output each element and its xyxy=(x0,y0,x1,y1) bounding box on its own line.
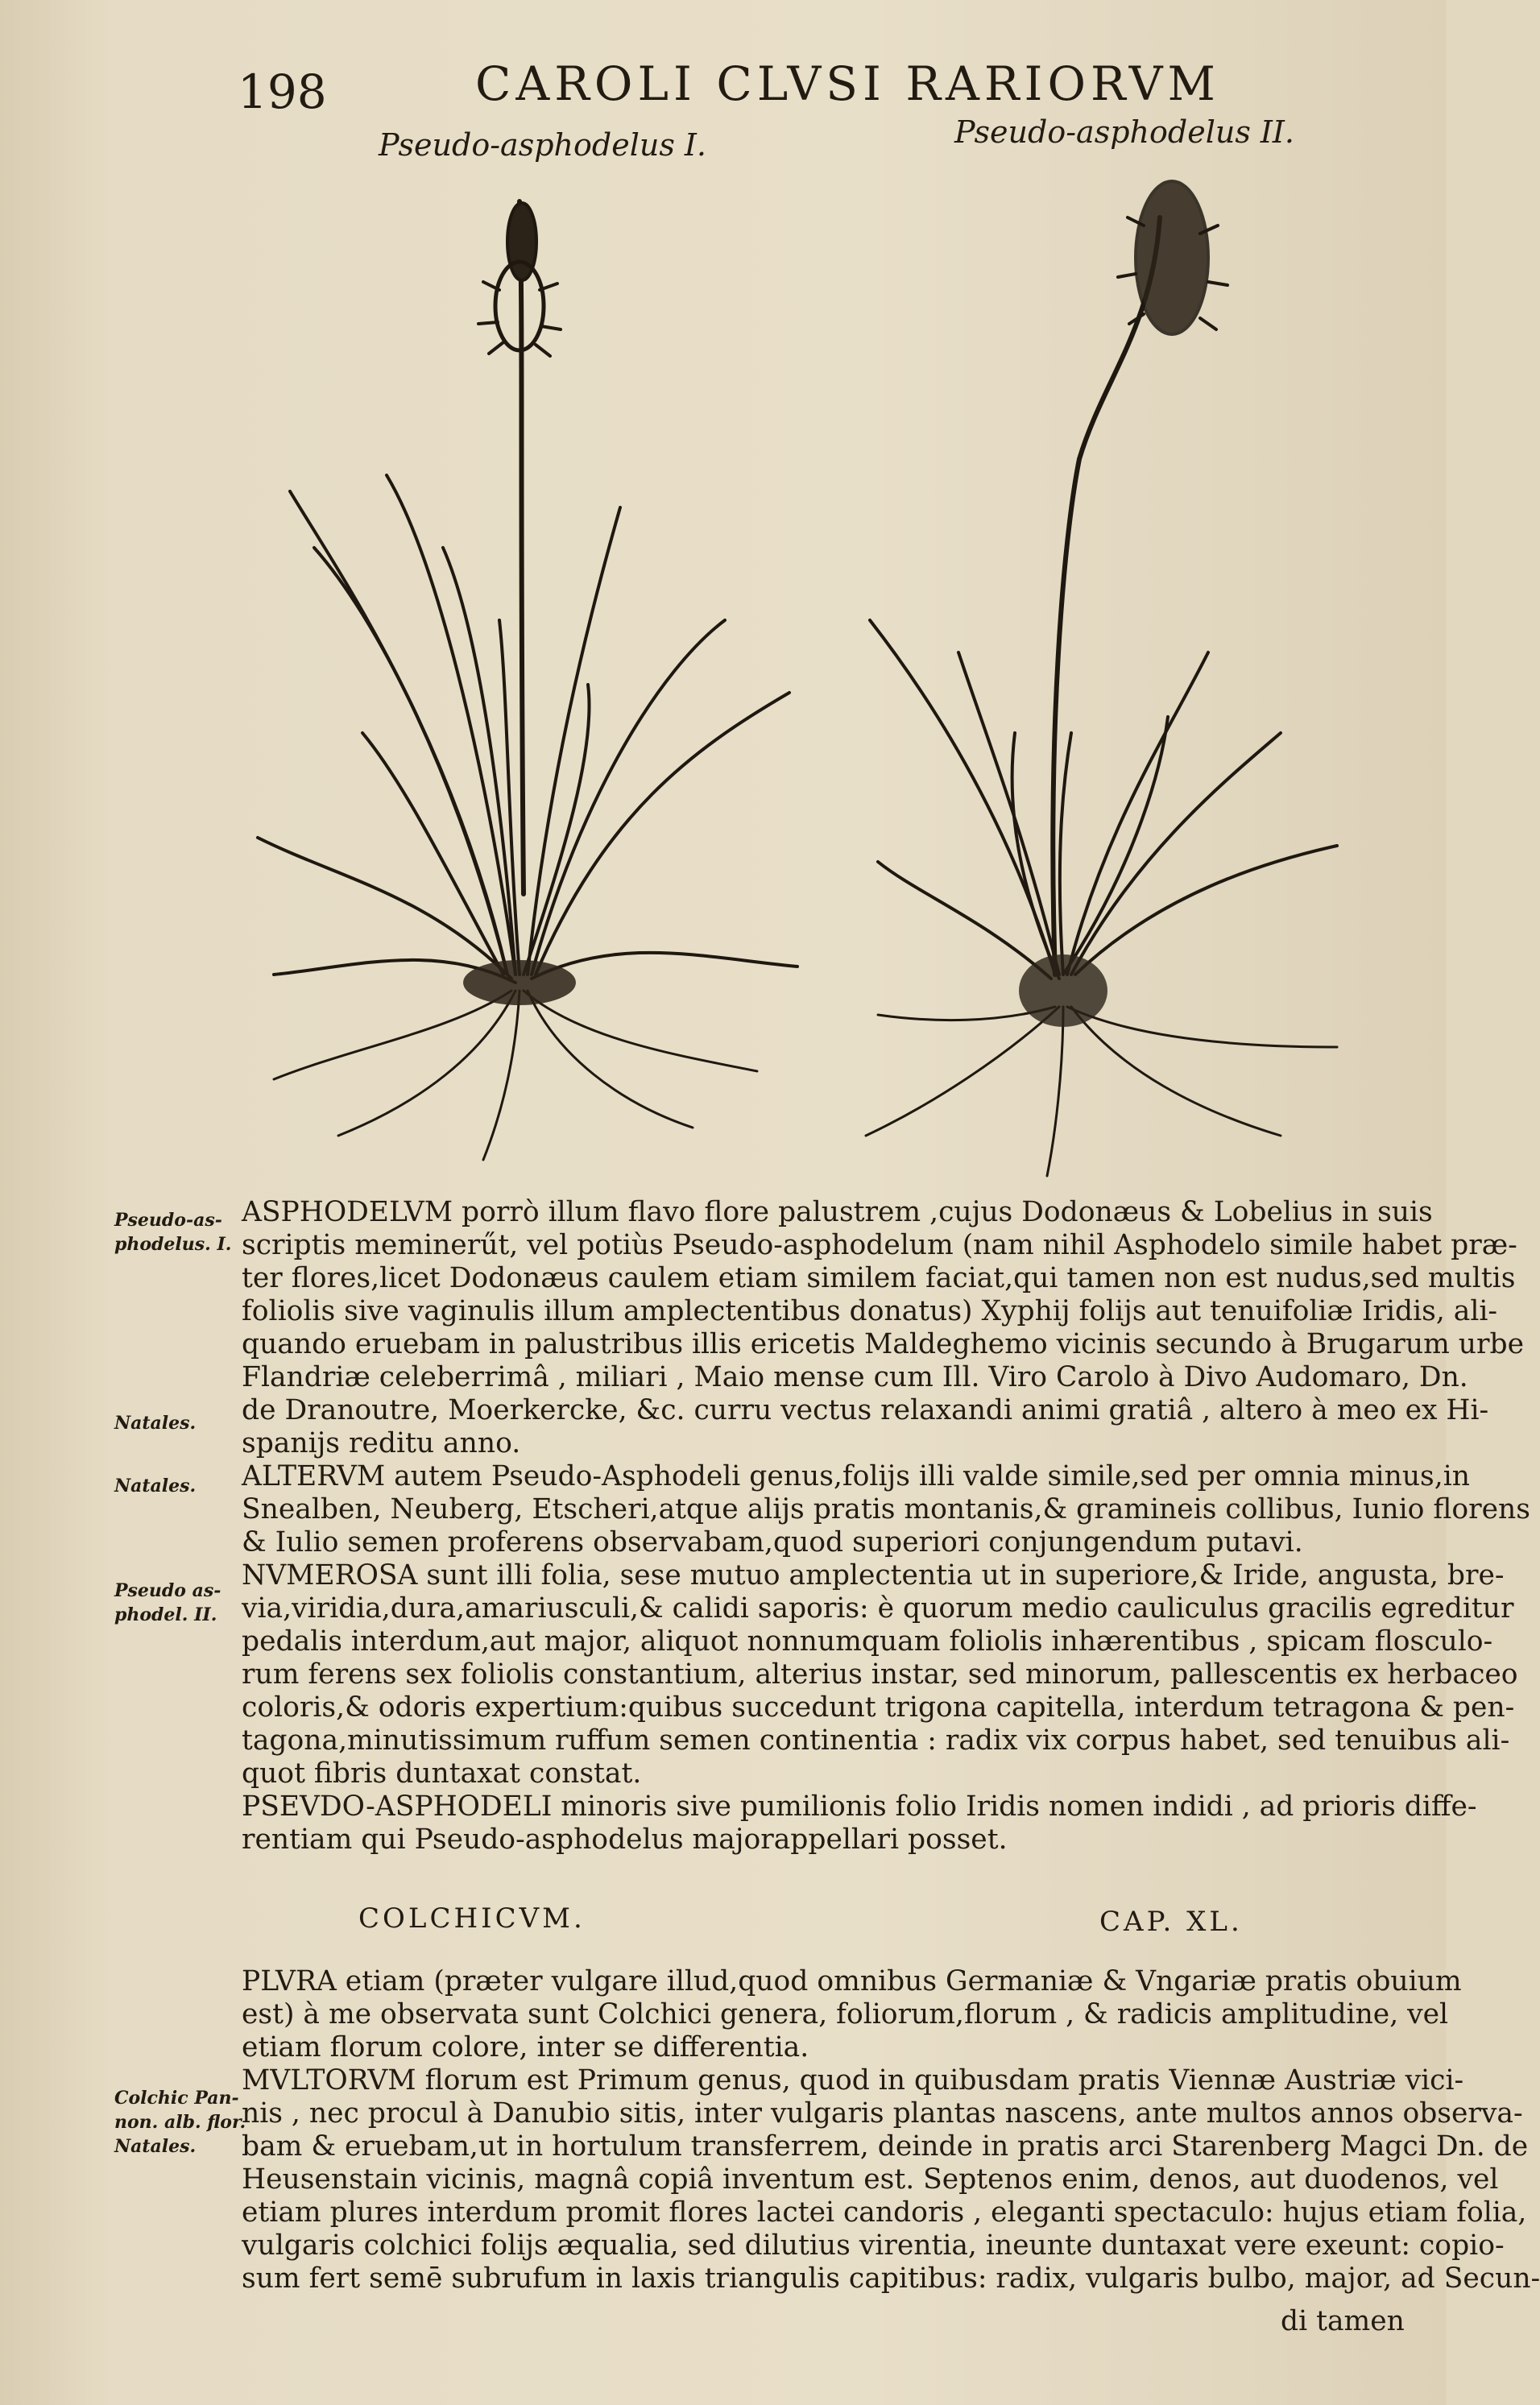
plant-illustration-2 xyxy=(862,169,1345,1192)
text-line: tagona,minutissimum ruffum semen continentia : radix vix corpus habet, sed tenuibus ali- xyxy=(242,1724,1510,1757)
page-number: 198 xyxy=(238,64,327,119)
text-line: spanijs reditu anno. xyxy=(242,1427,521,1459)
text-line: rum ferens sex foliolis constantium, alterius instar, sed minorum, pallescentis ex herbaceo xyxy=(242,1658,1518,1691)
text-line: rentiam qui Pseudo-asphodelus majorappellari posset. xyxy=(242,1823,1008,1856)
plant-illustration-1 xyxy=(242,169,805,1168)
text-line: Flandriæ celeberrimâ , miliari , Maio mense cum Ill. Viro Carolo à Divo Audomaro, Dn. xyxy=(242,1361,1468,1393)
text-line: foliolis sive vaginulis illum amplectentibus donatus) Xyphij folijs aut tenuifoliæ Iridis, ali- xyxy=(242,1295,1498,1327)
margin-note-4: Pseudo as- phodel. II. xyxy=(114,1580,221,1625)
text-line: sum fert semē subrufum in laxis triangulis capitibus: radix, vulgaris bulbo, major, ad Secun- xyxy=(242,2262,1540,2295)
text-line: quando eruebam in palustribus illis ericetis Maldeghemo vicinis secundo à Brugarum urbe xyxy=(242,1328,1525,1360)
text-line: scriptis meminerűt, vel potiùs Pseudo-asphodelum (nam nihil Asphodelo simile habet præ- xyxy=(242,1229,1517,1261)
text-line: MVLTORVM florum est Primum genus, quod in quibusdam pratis Viennæ Austriæ vici- xyxy=(242,2064,1464,2097)
section-1-text xyxy=(242,1196,1530,1857)
section-2-text xyxy=(242,1965,1540,2295)
text-line: pedalis interdum,aut major, aliquot nonnumquam foliolis inhærentibus , spicam flosculo- xyxy=(242,1625,1493,1658)
catchword: di tamen xyxy=(1281,2305,1405,2337)
text-line: etiam plures interdum promit flores lactei candoris , eleganti spectaculo: hujus etiam folia, xyxy=(242,2196,1527,2229)
text-line: ter flores,licet Dodonæus caulem etiam similem faciat,qui tamen non est nudus,sed multis xyxy=(242,1262,1516,1294)
figure-caption-2: Pseudo-asphodelus II. xyxy=(954,114,1295,150)
text-line: ALTERVM autem Pseudo-Asphodeli genus,folijs illi valde simile,sed per omnia minus,in xyxy=(242,1460,1470,1492)
figure-caption-1: Pseudo-asphodelus I. xyxy=(379,127,706,163)
chapter-number: CAP. XL. xyxy=(1099,1906,1243,1938)
text-line: bam & eruebam,ut in hortulum transferrem, deinde in pratis arci Starenberg Magci Dn. de xyxy=(242,2130,1529,2163)
running-title: CAROLI CLVSI RARIORVM xyxy=(475,56,1220,111)
text-line: & Iulio semen proferens observabam,quod superiori conjungendum putavi. xyxy=(242,1526,1303,1558)
text-line: Snealben, Neuberg, Etscheri,atque alijs pratis montanis,& gramineis collibus, Iunio florens xyxy=(242,1493,1530,1525)
text-line: via,viridia,dura,amariusculi,& calidi saporis: è quorum medio cauliculus gracilis egreditur xyxy=(242,1592,1514,1625)
text-line: vulgaris colchici folijs æqualia, sed dilutius virentia, ineunte duntaxat vere exeunt: copio- xyxy=(242,2229,1505,2262)
text-line: coloris,& odoris expertium:quibus succedunt trigona capitella, interdum tetragona & pen- xyxy=(242,1691,1515,1724)
text-line: NVMEROSA sunt illi folia, sese mutuo amplectentia ut in superiore,& Iride, angusta, bre- xyxy=(242,1559,1505,1592)
text-line: PLVRA etiam (præter vulgare illud,quod omnibus Germaniæ & Vngariæ pratis obuium xyxy=(242,1965,1462,1997)
text-line: PSEVDO-ASPHODELI minoris sive pumilionis folio Iridis nomen indidi , ad prioris diffe- xyxy=(242,1790,1477,1823)
margin-note-5: Colchic Pan- non. alb. flor. Natales. xyxy=(114,2088,246,2157)
text-line: quot fibris duntaxat constat. xyxy=(242,1757,642,1790)
text-line: ASPHODELVM porrò illum flavo flore palustrem ,cujus Dodonæus & Lobelius in suis xyxy=(242,1196,1433,1228)
text-line: etiam florum colore, inter se differentia. xyxy=(242,2031,809,2063)
text-line: Heusenstain vicinis, magnâ copiâ inventum est. Septenos enim, denos, aut duodenos, vel xyxy=(242,2163,1499,2196)
chapter-title: COLCHICVM. xyxy=(358,1902,586,1935)
margin-note-2: Natales. xyxy=(114,1413,197,1434)
text-line: est) à me observata sunt Colchici genera, foliorum,florum , & radicis amplitudine, vel xyxy=(242,1998,1449,2030)
margin-note-1: Pseudo-as- phodelus. I. xyxy=(114,1210,232,1255)
text-line: nis , nec procul à Danubio sitis, inter vulgaris plantas nascens, ante multos annos observa- xyxy=(242,2097,1523,2130)
margin-note-3: Natales. xyxy=(114,1476,197,1496)
text-line: de Dranoutre, Moerkercke, &c. curru vectus relaxandi animi gratiâ , altero à meo ex Hi- xyxy=(242,1394,1489,1426)
